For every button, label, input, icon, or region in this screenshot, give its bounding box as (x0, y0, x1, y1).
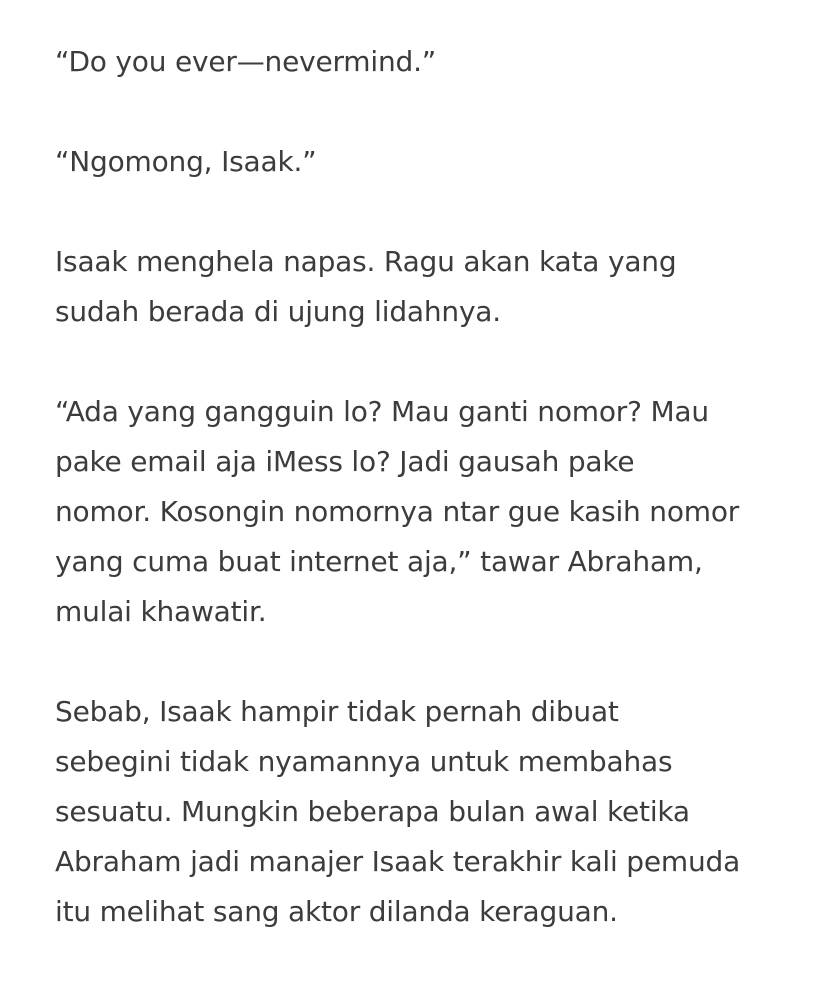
paragraph-1 (55, 37, 795, 87)
text-line: nomor. Kosongin nomornya ntar gue kasih nomor (55, 495, 740, 528)
text-line: itu melihat sang aktor dilanda keraguan. (55, 895, 618, 928)
paragraph-5 (55, 687, 795, 937)
text-line: “Ngomong, Isaak.” (55, 145, 317, 178)
text-line: mulai khawatir. (55, 595, 267, 628)
text-line: sebegini tidak nyamannya untuk membahas (55, 745, 673, 778)
text-line: yang cuma buat internet aja,” tawar Abraham, (55, 545, 703, 578)
text-line: “Ada yang gangguin lo? Mau ganti nomor? Mau (55, 395, 709, 428)
text-line: Abraham jadi manajer Isaak terakhir kali pemuda (55, 845, 741, 878)
text-line: “Do you ever—nevermind.” (55, 45, 437, 78)
paragraph-4 (55, 387, 795, 637)
document-body (55, 37, 795, 987)
text-line: pake email aja iMess lo? Jadi gausah pake (55, 445, 635, 478)
paragraph-2 (55, 137, 795, 187)
text-line: sesuatu. Mungkin beberapa bulan awal ketika (55, 795, 690, 828)
paragraph-3 (55, 237, 795, 337)
text-line: Isaak menghela napas. Ragu akan kata yang (55, 245, 677, 278)
text-line: sudah berada di ujung lidahnya. (55, 295, 501, 328)
text-line: Sebab, Isaak hampir tidak pernah dibuat (55, 695, 619, 728)
